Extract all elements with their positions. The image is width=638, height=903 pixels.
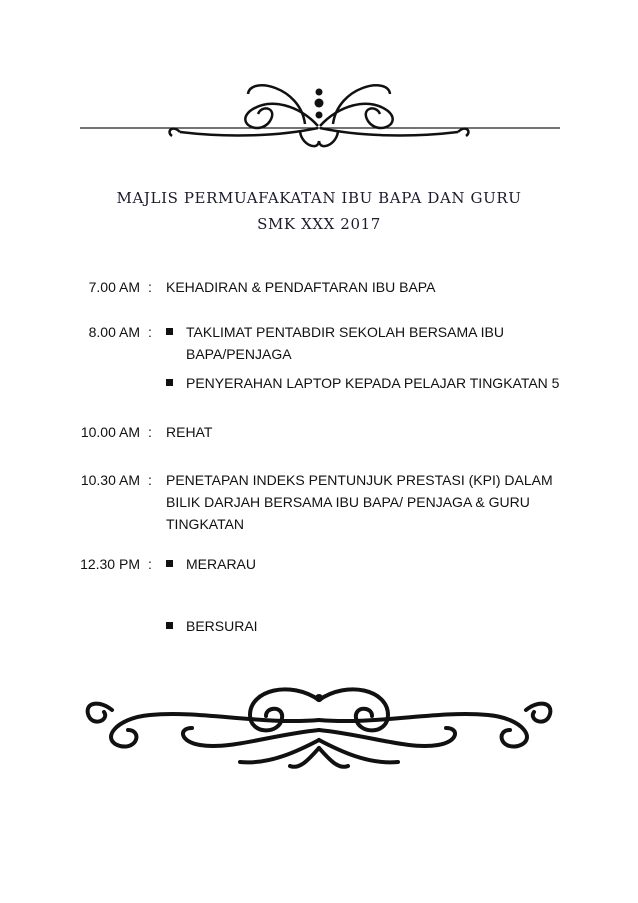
schedule-activity: TINGKATAN — [166, 516, 245, 532]
event-title: MAJLIS PERMUAFAKATAN IBU BAPA DAN GURU — [116, 189, 522, 207]
schedule-time: 8.00 AM — [88, 324, 140, 340]
square-bullet-icon — [166, 560, 173, 567]
schedule-separator: : — [148, 424, 152, 440]
schedule-activity: PENYERAHAN LAPTOP KEPADA PELAJAR TINGKATAN 5 — [186, 375, 560, 391]
schedule-separator: : — [148, 472, 152, 488]
square-bullet-icon — [166, 622, 173, 629]
schedule-activity: TAKLIMAT PENTABDIR SEKOLAH BERSAMA IBU — [186, 324, 504, 340]
top-flourish-ornament — [0, 66, 638, 156]
schedule-time: 10.30 AM — [80, 472, 140, 488]
square-bullet-icon — [166, 328, 173, 335]
square-bullet-icon — [166, 379, 173, 386]
event-subtitle: SMK XXX 2017 — [257, 215, 381, 233]
schedule-time: 12.30 PM — [80, 556, 140, 572]
schedule-separator: : — [148, 556, 152, 572]
schedule-time: 10.00 AM — [80, 424, 140, 440]
schedule-activity: REHAT — [166, 424, 213, 440]
schedule-activity: MERARAU — [186, 556, 257, 572]
schedule-separator: : — [148, 279, 152, 295]
schedule-activity: BAPA/PENJAGA — [186, 346, 292, 362]
bottom-flourish-ornament — [0, 680, 638, 772]
schedule-activity: PENETAPAN INDEKS PENTUNJUK PRESTASI (KPI) DALAM — [166, 472, 553, 488]
schedule-activity: KEHADIRAN & PENDAFTARAN IBU BAPA — [166, 279, 436, 295]
schedule-time: 7.00 AM — [88, 279, 140, 295]
schedule-activity: BILIK DARJAH BERSAMA IBU BAPA/ PENJAGA & GURU — [166, 494, 530, 510]
schedule-separator: : — [148, 324, 152, 340]
schedule-activity: BERSURAI — [186, 618, 258, 634]
